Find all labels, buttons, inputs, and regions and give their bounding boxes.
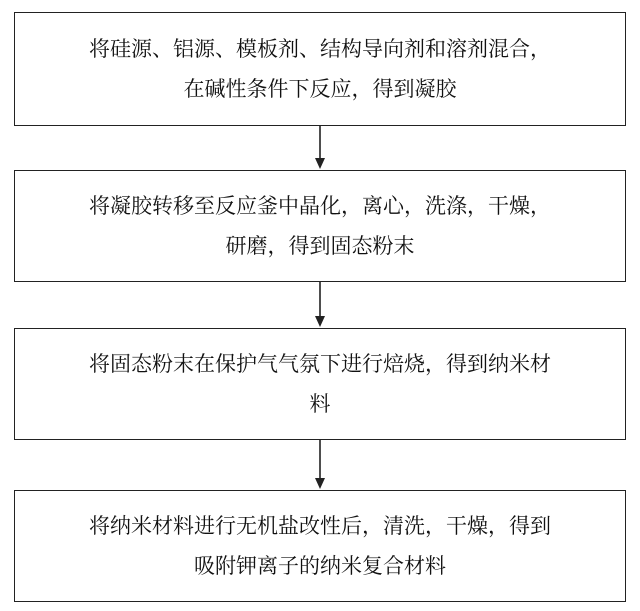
step-4-box (14, 490, 626, 602)
step-2-text: 将凝胶转移至反应釜中晶化，离心，洗涤，干燥， 研磨，得到固态粉末 (89, 194, 551, 258)
step-3-text: 将固态粉末在保护气气氛下进行焙烧，得到纳米材 料 (89, 352, 551, 416)
arrow-2-down (312, 282, 328, 328)
step-2-box (14, 170, 626, 282)
step-1-text: 将硅源、铝源、模板剂、结构导向剂和溶剂混合， 在碱性条件下反应，得到凝胶 (89, 37, 551, 101)
step-1-box (14, 12, 626, 126)
step-3-box (14, 328, 626, 440)
step-4-text: 将纳米材料进行无机盐改性后，清洗，干燥，得到 吸附钾离子的纳米复合材料 (89, 514, 551, 578)
arrow-3-down (312, 440, 328, 490)
arrow-1-down (312, 126, 328, 170)
